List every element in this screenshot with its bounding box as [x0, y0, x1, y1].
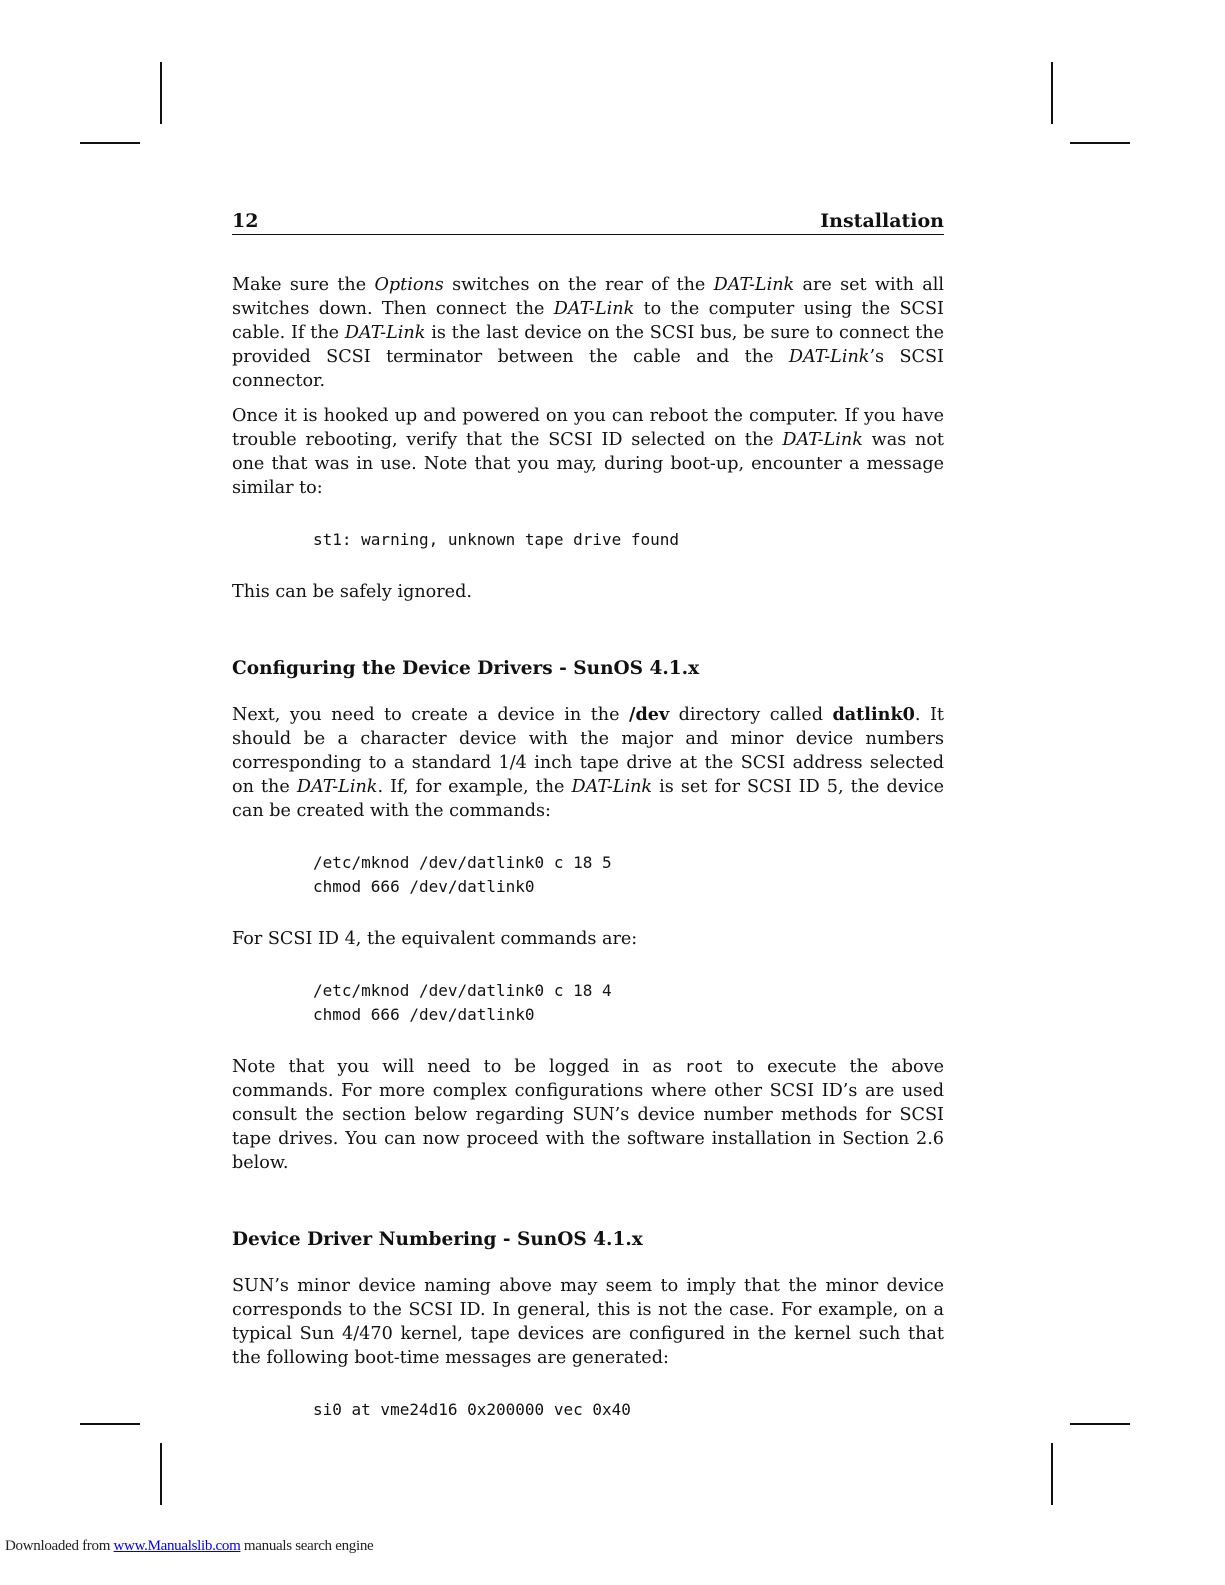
product-name: DAT-Link	[296, 777, 378, 797]
dev-directory: /dev	[629, 704, 670, 725]
crop-mark	[160, 1443, 162, 1505]
crop-mark	[80, 1423, 140, 1425]
paragraph: SUN’s minor device naming above may seem to imply that the minor device corresponds to the SCSI ID. In general, this is not the case. For example, on a typical Sun 4/470 kernel, tape devices are configured in the kernel such that the following boot-time messages are generated:	[232, 1276, 944, 1368]
options-term: Options	[374, 275, 444, 295]
device-name: datlink0	[832, 704, 915, 725]
root-user: root	[684, 1057, 724, 1076]
paragraph: Once it is hooked up and powered on you can reboot the computer. If you have trouble rebooting, verify that the SCSI ID selected on the DAT-Link was not one that was in use. Note that you may, during boot-up, encounter a message similar to:	[232, 406, 944, 498]
crop-mark	[1070, 1423, 1130, 1425]
product-name: DAT-Link	[344, 323, 426, 343]
product-name: DAT-Link	[782, 430, 863, 450]
section-heading: Configuring the Device Drivers - SunOS 4.1.x	[232, 658, 700, 679]
product-name: DAT-Link	[553, 299, 635, 319]
code-line: st1: warning, unknown tape drive found	[313, 530, 680, 549]
paragraph: For SCSI ID 4, the equivalent commands are:	[232, 929, 638, 949]
section-heading: Device Driver Numbering - SunOS 4.1.x	[232, 1229, 643, 1250]
code-line: chmod 666 /dev/datlink0	[313, 877, 535, 896]
paragraph: Next, you need to create a device in the /dev directory called datlink0. It should be a character device with the major and minor device numbers corresponding to a standard 1/4 inch tape drive at the SCSI address selected on the DAT-Link. If, for example, the DAT-Link is set for SCSI ID 5, the device can be created with the commands:	[232, 704, 944, 821]
code-block	[232, 979, 944, 1027]
section-title: Installation	[820, 210, 944, 232]
manualslib-link[interactable]: www.Manualslib.com	[113, 1538, 241, 1554]
page-content	[232, 210, 944, 1450]
product-name: DAT-Link	[571, 777, 653, 797]
code-line: /etc/mknod /dev/datlink0 c 18 5	[313, 853, 612, 872]
code-block	[232, 528, 944, 552]
crop-mark	[80, 142, 140, 144]
crop-mark	[160, 62, 162, 124]
paragraph: Note that you will need to be logged in as root to execute the above commands. For more complex configurations where other SCSI ID’s are used consult the section below regarding SUN’s device number methods for SCSI tape drives. You can now proceed with the software installation in Section 2.6 below.	[232, 1057, 944, 1173]
paragraph: Make sure the Options switches on the rear of the DAT-Link are set with all switches down. Then connect the DAT-Link to the computer using the SCSI cable. If the DAT-Link is the last device on the SCSI bus, be sure to connect the provided SCSI terminator between the cable and the DAT-Link’s SCSI connector.	[232, 275, 945, 391]
crop-mark	[1070, 142, 1130, 144]
running-head	[232, 210, 944, 235]
code-block	[232, 851, 944, 899]
code-line: chmod 666 /dev/datlink0	[313, 1005, 535, 1024]
crop-mark	[1051, 62, 1053, 124]
paragraph: This can be safely ignored.	[232, 582, 472, 602]
product-name: DAT-Link	[788, 347, 870, 367]
code-line: si0 at vme24d16 0x200000 vec 0x40	[313, 1400, 631, 1419]
download-footer: Downloaded from www.Manualslib.com manuals search engine	[5, 1538, 374, 1554]
crop-mark	[1051, 1443, 1053, 1505]
page-number: 12	[232, 210, 259, 232]
product-name: DAT-Link	[713, 275, 795, 295]
code-line: /etc/mknod /dev/datlink0 c 18 4	[313, 981, 612, 1000]
code-block	[232, 1398, 944, 1422]
